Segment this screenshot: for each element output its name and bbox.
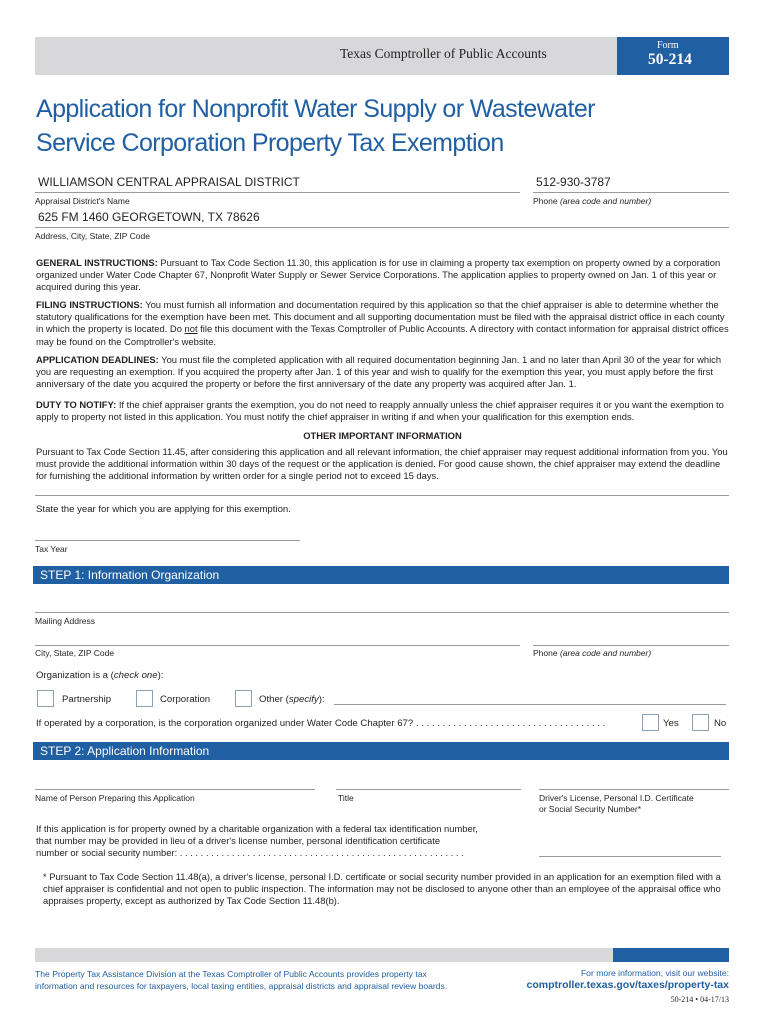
page-title-line-1: Application for Nonprofit Water Supply or Wastewater — [36, 95, 595, 123]
mailing-address-label: Mailing Address — [35, 616, 96, 626]
general-instructions-text: Pursuant to Tax Code Section 11.30, this application is for use in claiming a property tax exemption on property owned by a corporation organized under Water Code Chapter 67, Nonprofit Water Supply or Sewer Service Corporations. The application applies to property owned on Jan. 1 of this year or acquired during this year. — [36, 257, 721, 293]
other-specify-field[interactable] — [334, 704, 726, 705]
tax-year-field[interactable] — [35, 540, 300, 541]
step2-header: STEP 2: Application Information — [33, 742, 729, 760]
footer-description — [35, 968, 495, 992]
preparer-name-label: Name of Person Preparing this Application — [35, 793, 195, 803]
other-label-b: specify — [288, 694, 319, 705]
general-instructions — [36, 257, 729, 294]
phone-label-note: (area code and number) — [559, 196, 652, 206]
footer-bar-gray — [35, 948, 613, 962]
form-revision-code: 50-214 • 04-17/13 — [670, 995, 729, 1004]
filing-instructions — [36, 299, 729, 348]
footer-bar-blue — [613, 948, 729, 962]
application-deadlines-heading: APPLICATION DEADLINES: — [36, 354, 159, 365]
section-divider — [35, 495, 729, 496]
tax-id-field[interactable] — [539, 856, 721, 857]
form-number: 50-214 — [648, 51, 692, 68]
district-name-line — [35, 192, 520, 193]
footer-more-info: For more information, visit our website: — [580, 968, 729, 978]
filing-not: not — [184, 323, 198, 335]
footer-website-link[interactable]: comptroller.texas.gov/taxes/property-tax — [526, 979, 729, 991]
city-state-zip-label: City, State, ZIP Code — [35, 648, 115, 658]
other-info-text: Pursuant to Tax Code Section 11.45, after considering this application and all relevant information, the chief appraiser may request additional information from you. You must provide the additional information within 30 days of the request or the application is denied. For good cause shown, the chief appraiser may extend the deadline for furnishing the additional information by written order for a single period not to exceed 15 days. — [36, 446, 728, 482]
footer-description-2: information and resources for taxpayers, local taxing entities, appraisal districts and appraisal review boards. — [35, 981, 448, 991]
district-address-value: 625 FM 1460 GEORGETOWN, TX 78626 — [38, 210, 260, 224]
charity-note-3: number or social security number: . . . . . . . . . . . . . . . . . . . . . . . . . . . . . . . . . . . . . . . . . . . . . . . . . . . . . . . — [36, 847, 464, 858]
no-checkbox[interactable] — [692, 714, 709, 731]
duty-to-notify — [36, 399, 729, 423]
org-type-prompt-b: check one — [113, 670, 158, 681]
filing-instructions-text-2: file this document with the Texas Comptroller of Public Accounts. A directory with contact information for appraisal district offices may be found on the Comptroller's website. — [36, 323, 729, 347]
district-address-line — [35, 227, 729, 228]
charity-note-1: If this application is for property owned by a charitable organization with a federal tax identification number, — [36, 823, 478, 834]
duty-to-notify-text: If the chief appraiser grants the exemption, you do not need to reapply annually unless the chief appraiser requires it or you want the exemption to apply to property not listed in this application. You must notify the chief appraiser in writing if and when your qualification for this exemption ends. — [36, 399, 724, 423]
application-deadlines — [36, 354, 729, 391]
org-phone-label — [533, 648, 651, 658]
other-label — [259, 694, 325, 705]
district-phone-label — [533, 196, 651, 206]
application-deadlines-text: You must file the completed application with all required documentation beginning Jan. 1 and no later than April 30 of the year for which you are requesting an exemption. If you acquired the property after Jan. 1 of this year and wish to qualify for the exemption this year, you must apply before the first anniversary of the date you acquired the property or before the first anniversary of the date any property was acquired after Jan. 1. — [36, 354, 722, 390]
district-phone-value: 512-930-3787 — [536, 175, 611, 189]
org-type-prompt-c: ): — [157, 670, 164, 681]
form-label: Form — [657, 40, 679, 51]
id-number-label-1: Driver's License, Personal I.D. Certificate — [539, 793, 694, 803]
duty-to-notify-heading: DUTY TO NOTIFY: — [36, 399, 117, 410]
other-label-a: Other ( — [259, 694, 289, 705]
tax-year-prompt: State the year for which you are applying for this exemption. — [36, 504, 291, 515]
general-instructions-heading: GENERAL INSTRUCTIONS: — [36, 257, 158, 268]
district-phone-line — [533, 192, 729, 193]
filing-instructions-text-1: You must furnish all information and documentation required by this application so that the chief appraiser is able to determine whether the statutory qualifications for the exemption have been met. This document and all supporting documentation must be filed with the appraisal district office in each county in which the property is located. Do — [36, 299, 725, 335]
other-checkbox[interactable] — [235, 690, 252, 707]
page-title — [36, 92, 595, 160]
preparer-name-field[interactable] — [35, 789, 315, 790]
org-type-prompt — [36, 670, 163, 681]
id-number-label — [539, 793, 694, 815]
charity-note-2: that number may be provided in lieu of a driver's license number, personal identification certificate — [36, 835, 441, 846]
org-type-prompt-a: Organization is a ( — [36, 670, 114, 681]
preparer-title-field[interactable] — [336, 789, 521, 790]
other-label-c: ): — [318, 694, 325, 705]
city-state-zip-field[interactable] — [35, 645, 520, 646]
org-phone-field[interactable] — [533, 645, 729, 646]
corporation-label: Corporation — [160, 694, 211, 705]
footer-description-1: The Property Tax Assistance Division at the Texas Comptroller of Public Accounts provides property tax — [35, 969, 427, 979]
corporation-question: If operated by a corporation, is the corporation organized under Water Code Chapter 67? . . . . . . . . . . . . . . . . . . . . . . . . . . . . . . . . . . . . — [36, 718, 606, 729]
org-phone-label-note: (area code and number) — [559, 648, 652, 658]
id-number-label-2: or Social Security Number* — [539, 804, 642, 814]
page-title-line-2: Service Corporation Property Tax Exemption — [36, 129, 504, 157]
filing-instructions-heading: FILING INSTRUCTIONS: — [36, 299, 143, 310]
preparer-title-label: Title — [338, 793, 354, 803]
step1-header: STEP 1: Information Organization — [33, 566, 729, 584]
yes-checkbox[interactable] — [642, 714, 659, 731]
partnership-checkbox[interactable] — [37, 690, 54, 707]
charity-note — [36, 823, 536, 859]
id-number-field[interactable] — [539, 789, 729, 790]
tax-year-label: Tax Year — [35, 544, 68, 554]
corporation-question-text: If operated by a corporation, is the corporation organized under Water Code Chapter 67? — [36, 718, 414, 729]
yes-label: Yes — [663, 718, 679, 729]
other-info-heading: OTHER IMPORTANT INFORMATION — [303, 430, 462, 441]
mailing-address-field[interactable] — [35, 612, 729, 613]
phone-label-text: Phone — [533, 196, 558, 206]
org-phone-label-text: Phone — [533, 648, 558, 658]
charity-note-3-text: number or social security number: — [36, 847, 178, 858]
district-name-label: Appraisal District's Name — [35, 196, 130, 206]
corporation-checkbox[interactable] — [136, 690, 153, 707]
no-label: No — [714, 718, 727, 729]
district-address-label: Address, City, State, ZIP Code — [35, 231, 150, 241]
agency-name: Texas Comptroller of Public Accounts — [340, 46, 547, 61]
footnote: * Pursuant to Tax Code Section 11.48(a), a driver's license, personal I.D. certificate or social security number provided in an application for an exemption filed with a chief appraiser is confidential and not open to public inspection. The information may not be disclosed to anyone other than an employee of the appraisal office who appraises property, except as authorized by Tax Code Section 11.48(b). — [43, 871, 721, 907]
district-name-value: WILLIAMSON CENTRAL APPRAISAL DISTRICT — [38, 175, 300, 189]
partnership-label: Partnership — [62, 694, 112, 705]
